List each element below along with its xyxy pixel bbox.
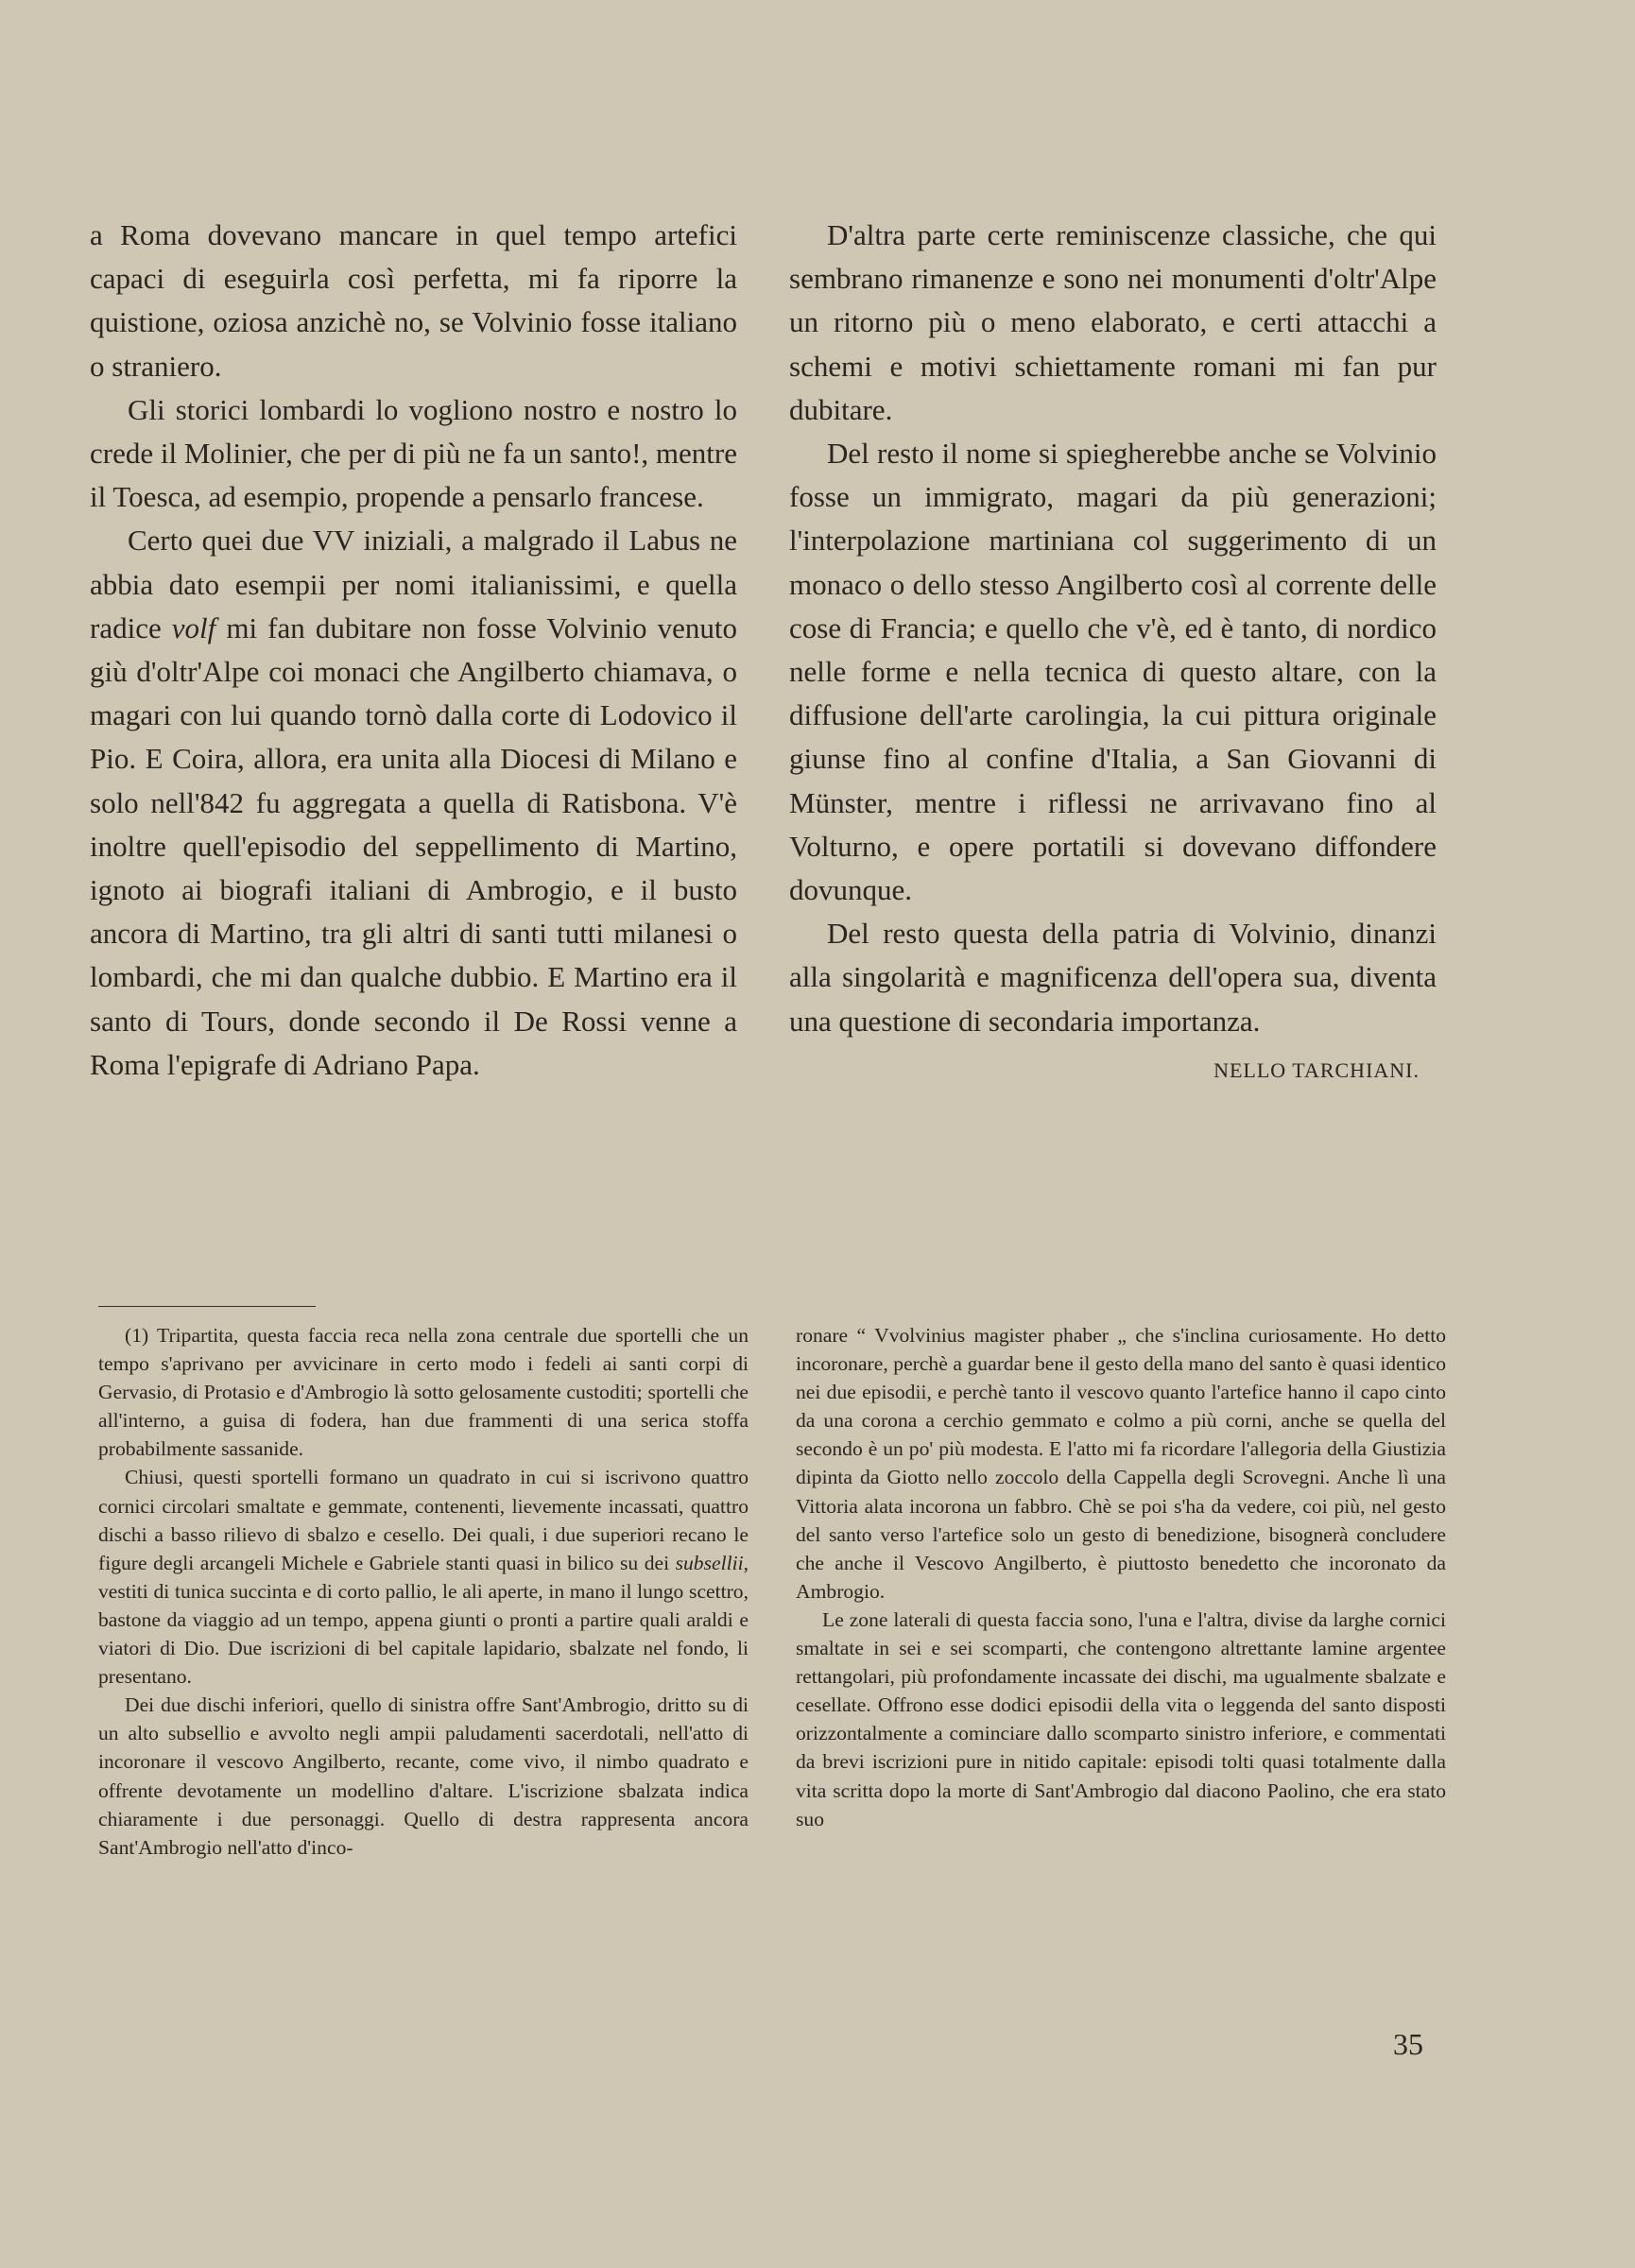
page-number: 35 [1393, 2027, 1423, 2061]
paragraph: Del resto il nome si spiegherebbe anche se Volvinio fosse un immigrato, magari da più generazioni; l'interpolazione martiniana col suggerimento di un monaco o dello stesso Angilberto così al corrente delle cose di Francia; e quello che v'è, ed è tanto, di nordico nelle forme e nella tecnica di questo altare, con la diffusione dell'arte carolingia, la cui pittura originale giunse fino al confine d'Italia, a San Giovanni di Münster, mentre i riflessi ne arrivavano fino al Volturno, e opere portatili si dovevano diffondere dovunque. [789, 437, 1437, 907]
footnotes-column-left [98, 1321, 749, 1862]
footnotes-column-right [796, 1321, 1446, 1833]
footnote-paragraph: Chiusi, questi sportelli formano un quadrato in cui si iscrivono quattro cornici circolari smaltate e gemmate, contenenti, lievemente incassati, quattro dischi a basso rilievo di sbalzo e cesello. Dei quali, i due superiori recano le figure degli arcangeli Michele e Gabriele stanti quasi in bilico su dei subsellii, vestiti di tunica succinta e di corto pallio, le ali aperte, in mano il lungo scettro, bastone da viaggio ad un tempo, appena giunti o pronti a partire quali araldi e viatori di Dio. Due iscrizioni di bel capitale lapidario, sbalzate nel fondo, li presentano. [98, 1466, 749, 1689]
paragraph: Gli storici lombardi lo vogliono nostro e nostro lo crede il Molinier, che per di più ne fa un santo!, mentre il Toesca, ad esempio, propende a pensarlo francese. [90, 392, 737, 514]
paragraph: Certo quei due VV iniziali, a malgrado il Labus ne abbia dato esempii per nomi italianissimi, e quella radice volf mi fan dubitare non fosse Volvinio venuto giù d'oltr'Alpe coi monaci che Angilberto chiamava, o magari con lui quando tornò dalla corte di Lodovico il Pio. E Coira, allora, era unita alla Diocesi di Milano e solo nell'842 fu aggregata a quella di Ratisbona. V'è inoltre quell'episodio del seppellimento di Martino, ignoto ai biografi italiani di Ambrogio, e il busto ancora di Martino, tra gli altri di santi tutti milanesi o lombardi, che mi dan qualche dubbio. E Martino era il santo di Tours, donde secondo il De Rossi venne a Roma l'epigrafe di Adriano Papa. [90, 524, 737, 1081]
footnote-divider [98, 1306, 316, 1307]
italic-term: subsellii [675, 1551, 744, 1574]
footnote-paragraph: (1) Tripartita, questa faccia reca nella zona centrale due sportelli che un tempo s'aprivano per avvicinare in certo modo i fedeli ai santi corpi di Gervasio, di Protasio e d'Ambrogio là sotto gelosamente custoditi; sportelli che all'interno, a guisa di fodera, han due frammenti di una serica stoffa probabilmente sassanide. [98, 1324, 749, 1461]
paragraph: D'altra parte certe reminiscenze classiche, che qui sembrano rimanenze e sono nei monumenti d'oltr'Alpe un ritorno più o meno elaborato, e certi attacchi a schemi e motivi schiettamente romani mi fan pur dubitare. [789, 218, 1437, 426]
italic-term: volf [171, 610, 216, 644]
author-signature: NELLO TARCHIANI. [1213, 1057, 1420, 1082]
footnote-paragraph: ronare “ Vvolvinius magister phaber „ che s'inclina curiosamente. Ho detto incoronare, perchè a guardar bene il gesto della mano del santo è quasi identico nei due episodii, e perchè tanto il vescovo quanto l'artefice hanno il capo cinto da una corona a cerchio gemmato e colmo a più corni, anche se quella del secondo è un po' più modesta. E l'atto mi fa ricordare l'allegoria della Giustizia dipinta da Giotto nello zoccolo della Cappella degli Scrovegni. Anche lì una Vittoria alata incorona un fabbro. Chè se poi s'ha da vedere, coi più, nel gesto del santo verso l'artefice solo un gesto di benedizione, bisognerà concludere che anche il Vescovo Angilberto, è piuttosto benedetto che incoronato da Ambrogio. [796, 1324, 1446, 1603]
footnote-paragraph: Le zone laterali di questa faccia sono, l'una e l'altra, divise da larghe cornici smaltate in sei e sei scomparti, che contengono altrettante lamine argentee rettangolari, più profondamente incassate dei dischi, ma ugualmente sbalzate e cesellate. Offrono esse dodici episodii della vita o leggenda del santo disposti orizzontalmente a cominciare dallo scomparto sinistro inferiore, e commentati da brevi iscrizioni pure in nitido capitale: episodi tolti quasi totalmente dalla vita scritta dopo la morte di Sant'Ambrogio dal diacono Paolino, che era stato suo [796, 1607, 1446, 1830]
paragraph: a Roma dovevano mancare in quel tempo artefici capaci di eseguirla così perfetta, mi fa riporre la quistione, oziosa anzichè no, se Volvinio fosse italiano o straniero. [90, 218, 737, 383]
footnote-paragraph: Dei due dischi inferiori, quello di sinistra offre Sant'Ambrogio, dritto su di un alto subsellio e avvolto negli ampii paludamenti sacerdotali, nell'atto di incoronare il vescovo Angilberto, recante, come vivo, il nimbo quadrato e offrente devotamente un modellino d'altare. L'iscrizione sbalzata indica chiaramente i due personaggi. Quello di destra rappresenta ancora Sant'Ambrogio nell'atto d'inco- [98, 1693, 749, 1859]
main-column-left [90, 214, 737, 1087]
main-column-right [789, 214, 1437, 1092]
paragraph: Del resto questa della patria di Volvinio, dinanzi alla singolarità e magnificenza dell'opera sua, diventa una questione di secondaria importanza. [789, 917, 1437, 1038]
